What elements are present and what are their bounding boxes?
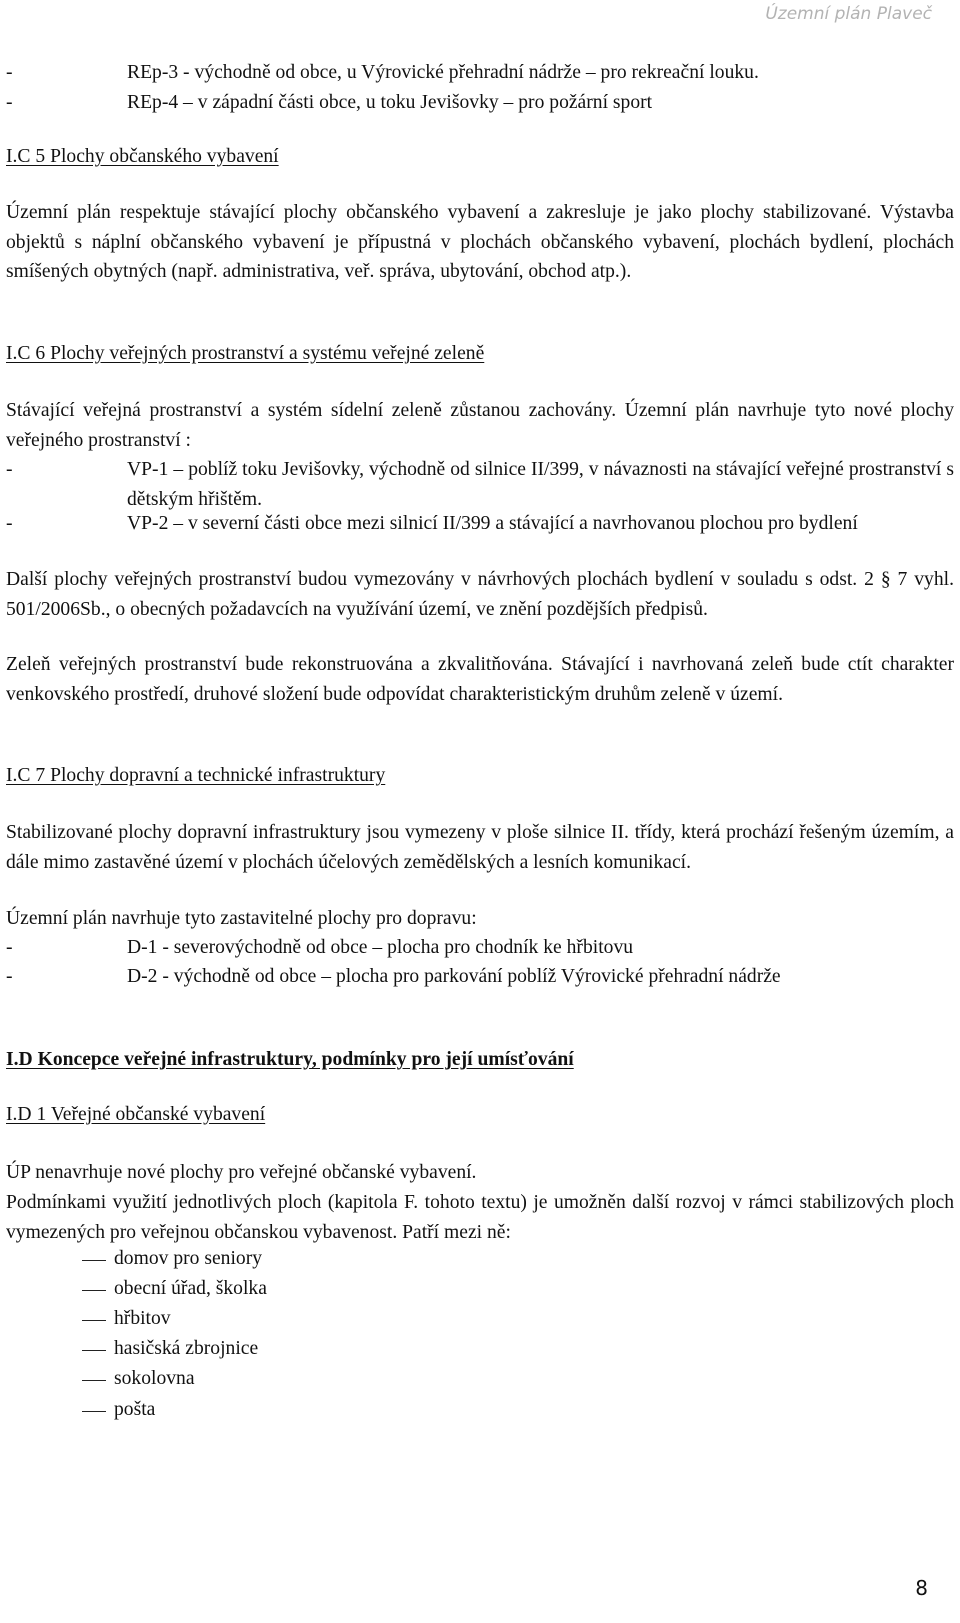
list-item: hasičská zbrojnice	[114, 1338, 259, 1359]
section-heading-c6: I.C 6 Plochy veřejných prostranství a systému veřejné zeleně	[6, 343, 485, 364]
list-dash	[82, 1380, 106, 1381]
list-item: REp-4 – v západní části obce, u toku Jevišovky – pro požární sport	[127, 92, 653, 113]
paragraph-c5: Územní plán respektuje stávající plochy občanského vybavení a zakresluje je jako plochy stabilizované. Výstavba objektů s náplní občanského vybavení je přípustná v plochách občanského vybavení, plochách bydlení, plochách smíšených obytných (např. administrativa, veř. správa, ubytování, obchod atp.).	[6, 202, 954, 282]
page-header: Územní plán Plaveč	[765, 4, 932, 24]
list-item: VP-1 – poblíž toku Jevišovky, východně od silnice II/399, v návaznosti na stávající veřejné prostranství s dětským hřištěm.	[127, 459, 954, 510]
list-dash: -	[6, 513, 13, 534]
list-dash: -	[6, 966, 13, 987]
paragraph-c6-2: Další plochy veřejných prostranství budou vymezovány v návrhových plochách bydlení v souladu s odst. 2 § 7 vyhl. 501/2006Sb., o obecných požadavcích na využívání území, ve znění pozdějších předpisů.	[6, 569, 954, 620]
list-item: obecní úřad, školka	[114, 1278, 267, 1299]
list-dash	[82, 1350, 106, 1351]
list-item: hřbitov	[114, 1308, 171, 1329]
paragraph-c7: Stabilizované plochy dopravní infrastruktury jsou vymezeny v ploše silnice II. třídy, která prochází řešeným územím, a dále mimo zastavěné území v plochách účelových zemědělských a lesních komunikací.	[6, 822, 954, 873]
list-dash: -	[6, 92, 13, 113]
paragraph-d1-line: ÚP nenavrhuje nové plochy pro veřejné občanské vybavení.	[6, 1162, 477, 1183]
list-item: REp-3 - východně od obce, u Výrovické přehradní nádrže – pro rekreační louku.	[127, 62, 759, 83]
list-dash	[82, 1411, 106, 1412]
list-dash	[82, 1260, 106, 1261]
section-heading-d1: I.D 1 Veřejné občanské vybavení	[6, 1104, 266, 1125]
paragraph-c7-intro: Územní plán navrhuje tyto zastavitelné plochy pro dopravu:	[6, 908, 477, 929]
section-heading-c7: I.C 7 Plochy dopravní a technické infrastruktury	[6, 765, 386, 786]
paragraph-c6-intro: Stávající veřejná prostranství a systém sídelní zeleně zůstanou zachovány. Územní plán navrhuje tyto nové plochy veřejného prostranství :	[6, 400, 954, 451]
list-dash: -	[6, 459, 13, 480]
list-item: VP-2 – v severní části obce mezi silnicí II/399 a stávající a navrhovanou plochou pro bydlení	[127, 513, 858, 534]
list-dash	[82, 1290, 106, 1291]
paragraph-c6-3: Zeleň veřejných prostranství bude rekonstruována a zkvalitňována. Stávající i navrhovaná zeleň bude ctít charakter venkovského prostředí, druhové složení bude odpovídat charakteristickým druhům zeleně v území.	[6, 654, 954, 705]
list-item: domov pro seniory	[114, 1248, 263, 1269]
list-item: D-2 - východně od obce – plocha pro parkování poblíž Výrovické přehradní nádrže	[127, 966, 781, 987]
paragraph-d1: Podmínkami využití jednotlivých ploch (kapitola F. tohoto textu) je umožněn další rozvoj v rámci stabilizových ploch vymezených pro veřejnou občanskou vybavenost. Patří mezi ně:	[6, 1192, 954, 1243]
list-item: sokolovna	[114, 1368, 195, 1389]
list-item: pošta	[114, 1399, 156, 1420]
list-dash: -	[6, 62, 13, 83]
list-item: D-1 - severovýchodně od obce – plocha pro chodník ke hřbitovu	[127, 937, 634, 958]
page-number: 8	[915, 1576, 928, 1600]
list-dash: -	[6, 937, 13, 958]
section-heading-c5: I.C 5 Plochy občanského vybavení	[6, 146, 279, 167]
list-dash	[82, 1320, 106, 1321]
section-heading-d: I.D Koncepce veřejné infrastruktury, podmínky pro její umísťování	[6, 1049, 574, 1070]
